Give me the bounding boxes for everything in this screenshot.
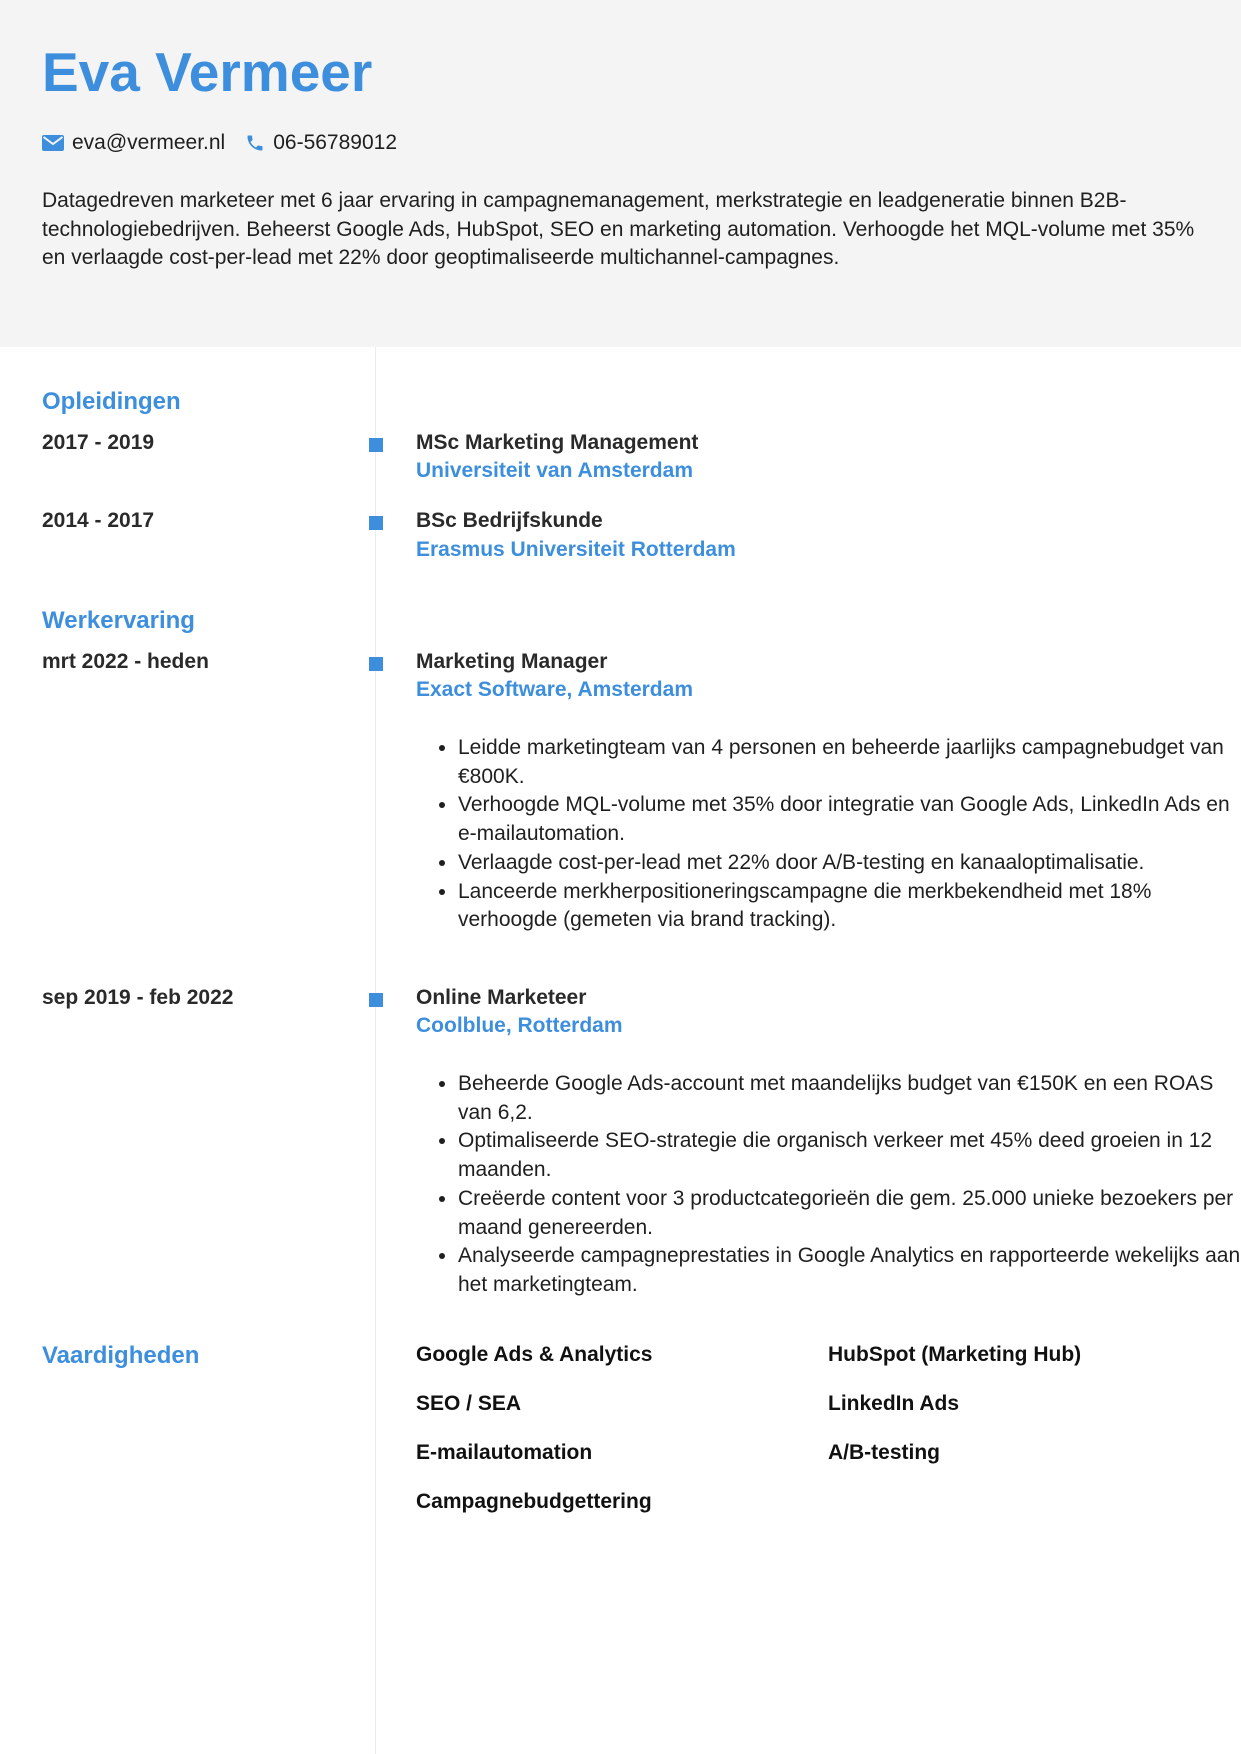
timeline-marker (369, 993, 383, 1007)
header (0, 0, 1241, 347)
education-heading: Opleidingen (42, 388, 181, 415)
profile-summary: Datagedreven marketeer met 6 jaar ervaring in campagnemanagement, merkstrategie en leadgeneratie binnen B2B-technologiebedrijven. Beheerst Google Ads, HubSpot, SEO en marketing automation. Verhoogde het MQL-volume met 35% en verlaagde cost-per-lead met 22% door geoptimaliseerde multichannel-campagnes. (42, 189, 1195, 270)
achievement-item: • Optimaliseerde SEO-strategie die organisch verkeer met 45% deed groeien in 12 maanden. (458, 1127, 1241, 1184)
job-achievements (416, 734, 1241, 935)
school-name: Universiteit van Amsterdam (416, 459, 693, 482)
phone-number: 06-56789012 (273, 131, 398, 154)
timeline-marker (369, 516, 383, 530)
email-address: eva@vermeer.nl (72, 131, 226, 154)
timeline-marker (369, 657, 383, 671)
achievement-item: • Verhoogde MQL-volume met 35% door integratie van Google Ads, LinkedIn Ads en e-mailautomation. (458, 791, 1241, 848)
skill-item: HubSpot (Marketing Hub) (828, 1343, 1082, 1366)
achievement-item: • Creëerde content voor 3 productcategorieën die gem. 25.000 unieke bezoekers per maand genereerden. (458, 1185, 1241, 1242)
skill-item: Campagnebudgettering (416, 1490, 652, 1513)
job-title: Online Marketeer (416, 986, 587, 1009)
achievement-item: • Lanceerde merkherpositioneringscampagne die merkbekendheid met 18% verhoogde (gemeten via brand tracking). (458, 878, 1241, 935)
school-name: Erasmus Universiteit Rotterdam (416, 538, 736, 561)
achievement-item: • Analyseerde campagneprestaties in Google Analytics en rapporteerde wekelijks aan het marketingteam. (458, 1242, 1241, 1299)
skill-item: E-mailautomation (416, 1441, 593, 1464)
skill-item: LinkedIn Ads (828, 1392, 960, 1415)
skills-heading: Vaardigheden (42, 1342, 200, 1369)
job-title: Marketing Manager (416, 650, 608, 673)
experience-heading: Werkervaring (42, 607, 195, 634)
envelope-icon (42, 135, 64, 151)
contact-info (42, 128, 417, 158)
company-name: Exact Software, Amsterdam (416, 678, 693, 701)
job-achievements (416, 1070, 1241, 1300)
job-period: sep 2019 - feb 2022 (42, 986, 234, 1009)
achievement-item: • Beheerde Google Ads-account met maandelijks budget van €150K en een ROAS van 6,2. (458, 1070, 1241, 1127)
phone-icon (245, 133, 265, 153)
achievement-item: • Leidde marketingteam van 4 personen en beheerde jaarlijks campagnebudget van €800K. (458, 734, 1241, 791)
skill-item: SEO / SEA (416, 1392, 522, 1415)
education-period: 2014 - 2017 (42, 509, 155, 532)
timeline-marker (369, 438, 383, 452)
skill-item: Google Ads & Analytics (416, 1343, 653, 1366)
phone-contact (245, 131, 397, 155)
degree-title: MSc Marketing Management (416, 431, 699, 454)
candidate-name: Eva Vermeer (42, 41, 373, 103)
job-period: mrt 2022 - heden (42, 650, 209, 673)
achievement-item: • Verlaagde cost-per-lead met 22% door A/B-testing en kanaaloptimalisatie. (458, 849, 1241, 878)
skill-item: A/B-testing (828, 1441, 940, 1464)
email-contact (42, 131, 225, 155)
education-period: 2017 - 2019 (42, 431, 155, 454)
skills-list (416, 1341, 1206, 1515)
column-divider (375, 347, 376, 1754)
company-name: Coolblue, Rotterdam (416, 1014, 623, 1037)
degree-title: BSc Bedrijfskunde (416, 509, 603, 532)
